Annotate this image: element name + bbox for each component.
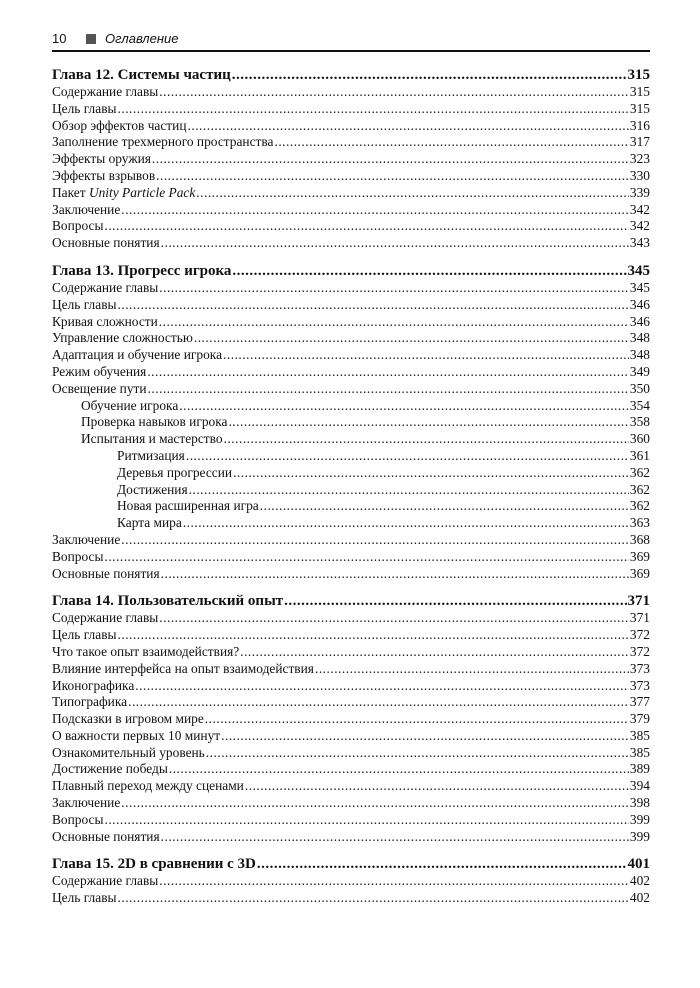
entry-text: Новая расширенная игра — [117, 498, 259, 514]
dot-leader — [232, 262, 626, 280]
entry-text: Вопросы — [52, 811, 104, 827]
dot-leader — [161, 566, 629, 583]
toc-entry[interactable] — [52, 761, 650, 778]
dot-leader — [161, 235, 629, 252]
entry-text: Заключение — [52, 201, 121, 217]
toc-entry[interactable] — [52, 398, 650, 415]
entry-title — [117, 498, 259, 515]
dot-leader — [104, 812, 628, 829]
dot-leader — [179, 398, 629, 415]
toc-entry[interactable] — [52, 890, 650, 907]
entry-text: Глава 13. Прогресс игрока — [52, 262, 232, 279]
toc-entry[interactable] — [52, 661, 650, 678]
toc-entry[interactable] — [52, 465, 650, 482]
page-header — [52, 30, 650, 52]
entry-text: Освещение пути — [52, 380, 147, 396]
page-ref: 315 — [629, 84, 650, 99]
entry-title — [117, 482, 188, 499]
page-ref: 385 — [629, 727, 650, 743]
toc-entry[interactable] — [52, 448, 650, 465]
entry-text: Обучение игрока — [81, 397, 179, 413]
dot-leader — [118, 627, 629, 644]
entry-title — [52, 890, 117, 907]
entry-text-italic: Unity Particle Pack — [88, 184, 196, 200]
page-ref: 363 — [629, 515, 650, 531]
entry-title — [81, 414, 227, 431]
page-ref: 362 — [629, 464, 650, 480]
chapter-title — [52, 66, 231, 84]
page-ref: 373 — [629, 677, 650, 693]
entry-title — [81, 431, 223, 448]
page-ref: 372 — [629, 643, 650, 659]
entry-title — [52, 549, 103, 566]
entry-title — [117, 465, 232, 482]
page-ref: 401 — [627, 856, 650, 873]
entry-title — [52, 627, 117, 644]
toc-entry[interactable] — [52, 532, 650, 549]
page-ref: 360 — [629, 431, 650, 447]
entry-title — [52, 202, 120, 219]
page-ref: 345 — [629, 279, 650, 295]
page-ref: 368 — [629, 531, 650, 547]
entry-title — [117, 448, 185, 465]
toc-entry[interactable] — [52, 795, 650, 812]
page-ref: 398 — [629, 795, 650, 811]
entry-title — [52, 678, 134, 695]
entry-title — [52, 829, 160, 846]
page-ref: 343 — [629, 235, 650, 251]
page-ref: 349 — [629, 363, 650, 379]
entry-title — [52, 694, 127, 711]
entry-title — [117, 515, 182, 532]
entry-title — [52, 168, 155, 185]
toc-entry[interactable] — [52, 414, 650, 431]
page-ref: 379 — [629, 711, 650, 727]
dot-leader — [206, 745, 629, 762]
toc-entry[interactable] — [52, 347, 650, 364]
dot-leader — [118, 297, 629, 314]
entry-text: Карта мира — [117, 515, 182, 531]
chapter-title — [52, 262, 231, 280]
page-ref: 371 — [627, 593, 650, 610]
chapter-section — [52, 592, 650, 845]
chapter-title — [52, 855, 256, 873]
entry-title — [52, 118, 187, 135]
entry-title — [52, 84, 158, 101]
entry-title — [52, 711, 204, 728]
toc-entry[interactable] — [52, 610, 650, 627]
page-ref: 362 — [629, 481, 650, 497]
page-ref: 361 — [629, 447, 650, 463]
dot-leader — [205, 711, 629, 728]
entry-text: Типографика — [52, 694, 128, 710]
page-ref: 330 — [629, 167, 650, 183]
toc-entry[interactable] — [52, 549, 650, 566]
toc-entry[interactable] — [52, 314, 650, 331]
dot-leader — [128, 694, 629, 711]
page-ref: 373 — [629, 660, 650, 676]
table-of-contents — [52, 66, 650, 907]
entry-text: Основные понятия — [52, 235, 160, 251]
entry-text: Плавный переход между сценами — [52, 778, 244, 794]
entry-title — [52, 566, 160, 583]
chapter-heading[interactable] — [52, 262, 650, 280]
dot-leader — [196, 185, 629, 202]
entry-text: Управление сложностью — [52, 330, 193, 346]
entry-text: Глава 15. 2D в сравнении с 3D — [52, 856, 256, 873]
dot-leader — [245, 778, 629, 795]
dot-leader — [121, 795, 629, 812]
page-ref: 350 — [629, 380, 650, 396]
entry-text: Что такое опыт взаимодействия? — [52, 643, 240, 659]
entry-text: О важности первых 10 минут — [52, 727, 221, 743]
dot-leader — [152, 151, 629, 168]
entry-text: Содержание главы — [52, 873, 159, 889]
page-ref: 385 — [629, 744, 650, 760]
dot-leader — [159, 314, 629, 331]
page-ref: 348 — [629, 347, 650, 363]
entry-title — [52, 795, 120, 812]
chapter-heading[interactable] — [52, 855, 650, 873]
dot-leader — [260, 498, 629, 515]
dot-leader — [159, 280, 629, 297]
entry-text: Влияние интерфейса на опыт взаимодействия — [52, 660, 314, 676]
entry-text: Режим обучения — [52, 363, 147, 379]
page-ref: 317 — [629, 134, 650, 150]
entry-text: Обзор эффектов частиц — [52, 117, 187, 133]
toc-entry[interactable] — [52, 364, 650, 381]
running-header-title: Оглавление — [105, 31, 179, 46]
dot-leader — [159, 610, 629, 627]
square-bullet-icon — [86, 34, 96, 44]
toc-entry[interactable] — [52, 566, 650, 583]
dot-leader — [183, 515, 629, 532]
dot-leader — [228, 414, 628, 431]
dot-leader — [274, 134, 628, 151]
page-ref: 316 — [629, 117, 650, 133]
page-ref: 346 — [629, 313, 650, 329]
entry-text: Цель главы — [52, 296, 117, 312]
page-ref: 377 — [629, 694, 650, 710]
entry-text: Достижения — [117, 481, 188, 497]
page-ref: 371 — [629, 610, 650, 626]
page-ref: 402 — [629, 890, 650, 906]
page-ref: 315 — [627, 67, 650, 83]
page-ref: 369 — [629, 565, 650, 581]
page-ref: 369 — [629, 548, 650, 564]
page-ref: 402 — [629, 873, 650, 889]
dot-leader — [121, 532, 629, 549]
entry-title — [52, 761, 168, 778]
toc-entry[interactable] — [52, 778, 650, 795]
entry-text: Испытания и мастерство — [81, 431, 223, 447]
entry-title — [52, 185, 195, 202]
entry-title — [52, 873, 158, 890]
entry-text: Цель главы — [52, 627, 117, 643]
toc-entry[interactable] — [52, 711, 650, 728]
dot-leader — [148, 381, 629, 398]
entry-text: Подсказки в игровом мире — [52, 711, 204, 727]
entry-title — [52, 778, 244, 795]
entry-title — [52, 381, 147, 398]
page-number: 10 — [52, 31, 67, 46]
toc-entry[interactable] — [52, 431, 650, 448]
dot-leader — [257, 855, 627, 873]
toc-entry[interactable] — [52, 745, 650, 762]
toc-entry[interactable] — [52, 235, 650, 252]
entry-title — [52, 235, 160, 252]
toc-entry[interactable] — [52, 297, 650, 314]
page-ref: 342 — [629, 201, 650, 217]
page-ref: 362 — [629, 498, 650, 514]
entry-text: Заполнение трехмерного пространства — [52, 134, 274, 150]
entry-title — [52, 297, 117, 314]
toc-entry[interactable] — [52, 498, 650, 515]
page-ref: 346 — [629, 296, 650, 312]
dot-leader — [169, 761, 629, 778]
toc-entry[interactable] — [52, 812, 650, 829]
toc-entry[interactable] — [52, 84, 650, 101]
entry-title — [52, 661, 314, 678]
entry-text: Заключение — [52, 795, 121, 811]
entry-text: Достижение победы — [52, 761, 168, 777]
page-ref: 372 — [629, 627, 650, 643]
toc-entry[interactable] — [52, 515, 650, 532]
toc-entry[interactable] — [52, 101, 650, 118]
toc-entry[interactable] — [52, 168, 650, 185]
dot-leader — [118, 101, 629, 118]
entry-title — [81, 398, 178, 415]
dot-leader — [233, 465, 629, 482]
entry-text: Ритмизация — [117, 447, 185, 463]
dot-leader — [224, 431, 629, 448]
entry-text: Цель главы — [52, 100, 117, 116]
entry-text: Основные понятия — [52, 828, 160, 844]
entry-text: Заключение — [52, 531, 121, 547]
dot-leader — [156, 168, 629, 185]
dot-leader — [118, 890, 629, 907]
dot-leader — [161, 829, 629, 846]
dot-leader — [315, 661, 629, 678]
entry-text: Цель главы — [52, 890, 117, 906]
entry-title — [52, 280, 158, 297]
dot-leader — [189, 482, 629, 499]
chapter-section — [52, 66, 650, 252]
toc-entry[interactable] — [52, 185, 650, 202]
entry-text: Ознакомительный уровень — [52, 744, 205, 760]
page-ref: 394 — [629, 778, 650, 794]
toc-entry[interactable] — [52, 381, 650, 398]
entry-text: Кривая сложности — [52, 313, 158, 329]
dot-leader — [147, 364, 629, 381]
page-ref: 399 — [629, 811, 650, 827]
entry-title — [52, 314, 158, 331]
dot-leader — [232, 66, 627, 84]
toc-entry[interactable] — [52, 280, 650, 297]
dot-leader — [135, 678, 629, 695]
chapter-title — [52, 592, 283, 610]
dot-leader — [188, 118, 629, 135]
page-ref: 348 — [629, 330, 650, 346]
chapter-heading[interactable] — [52, 592, 650, 610]
entry-text: Глава 12. Системы частиц — [52, 67, 231, 83]
entry-text: Вопросы — [52, 218, 104, 234]
page-ref: 323 — [629, 151, 650, 167]
entry-text: Вопросы — [52, 548, 104, 564]
page-ref: 358 — [629, 414, 650, 430]
entry-text: Деревья прогрессии — [117, 464, 233, 480]
entry-title — [52, 101, 117, 118]
entry-title — [52, 610, 158, 627]
page-ref: 345 — [627, 262, 650, 279]
page-ref: 389 — [629, 761, 650, 777]
entry-text: Адаптация и обучение игрока — [52, 347, 223, 363]
dot-leader — [186, 448, 629, 465]
dot-leader — [221, 728, 629, 745]
entry-text: Эффекты оружия — [52, 151, 151, 167]
entry-text: Содержание главы — [52, 610, 159, 626]
toc-entry[interactable] — [52, 678, 650, 695]
dot-leader — [159, 84, 629, 101]
toc-entry[interactable] — [52, 330, 650, 347]
entry-title — [52, 134, 273, 151]
toc-entry[interactable] — [52, 728, 650, 745]
toc-entry[interactable] — [52, 873, 650, 890]
page-ref: 342 — [629, 218, 650, 234]
toc-entry[interactable] — [52, 218, 650, 235]
toc-entry[interactable] — [52, 134, 650, 151]
entry-text: Пакет — [52, 184, 89, 200]
dot-leader — [104, 218, 628, 235]
dot-leader — [104, 549, 628, 566]
entry-text: Проверка навыков игрока — [81, 414, 228, 430]
chapter-section — [52, 262, 650, 582]
chapter-section — [52, 855, 650, 907]
dot-leader — [284, 592, 626, 610]
toc-entry[interactable] — [52, 829, 650, 846]
page-ref: 339 — [629, 184, 650, 200]
toc-entry[interactable] — [52, 118, 650, 135]
dot-leader — [240, 644, 629, 661]
page-ref: 354 — [629, 397, 650, 413]
toc-entry[interactable] — [52, 644, 650, 661]
page-ref: 315 — [629, 100, 650, 116]
entry-title — [52, 347, 222, 364]
entry-text: Содержание главы — [52, 84, 159, 99]
dot-leader — [223, 347, 629, 364]
entry-title — [52, 532, 120, 549]
page-ref: 399 — [629, 828, 650, 844]
toc-entry[interactable] — [52, 151, 650, 168]
dot-leader — [194, 330, 629, 347]
dot-leader — [159, 873, 629, 890]
toc-entry[interactable] — [52, 202, 650, 219]
entry-text: Содержание главы — [52, 279, 159, 295]
entry-title — [52, 745, 205, 762]
entry-text: Эффекты взрывов — [52, 167, 156, 183]
entry-title — [52, 218, 103, 235]
entry-title — [52, 644, 239, 661]
entry-text: Основные понятия — [52, 565, 160, 581]
entry-title — [52, 728, 220, 745]
entry-title — [52, 812, 103, 829]
toc-entry[interactable] — [52, 694, 650, 711]
chapter-heading[interactable] — [52, 66, 650, 84]
toc-entry[interactable] — [52, 627, 650, 644]
entry-text: Иконографика — [52, 677, 135, 693]
entry-title — [52, 151, 151, 168]
entry-title — [52, 330, 193, 347]
entry-text: Глава 14. Пользовательский опыт — [52, 593, 284, 610]
dot-leader — [121, 202, 629, 219]
entry-title — [52, 364, 146, 381]
toc-entry[interactable] — [52, 482, 650, 499]
